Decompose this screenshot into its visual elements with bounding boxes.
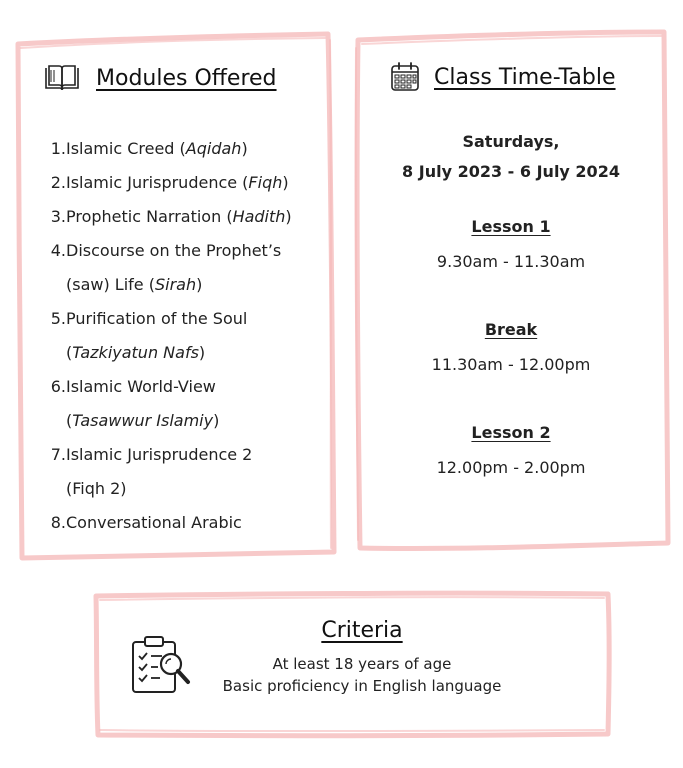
module-item [48,302,333,336]
criteria-title: Criteria [321,618,403,643]
module-number: 4. [50,241,66,260]
module-number [48,472,66,506]
lesson1-time: 9.30am - 11.30am [436,252,586,271]
break-time: 11.30am - 12.00pm [431,355,591,374]
module-label: Discourse on the Prophet’s [66,241,282,260]
module-label: Islamic Creed (Aqidah) [66,139,248,158]
module-item [48,200,333,234]
module-label: Prophetic Narration (Hadith) [66,207,292,226]
timetable-title: Class Time-Table [434,64,616,90]
criteria-card [92,590,612,738]
module-item [48,234,333,268]
criteria-age: At least 18 years of age [272,655,452,673]
module-number: 1. [50,139,66,158]
lesson1-label: Lesson 1 [471,217,551,236]
module-item [48,370,333,404]
timetable-card [352,28,670,551]
module-item [48,132,333,166]
schedule-date-range: 8 July 2023 - 6 July 2024 [402,162,620,181]
module-label: Islamic World-View [66,377,216,396]
module-item [48,404,333,438]
module-item [48,166,333,200]
module-item [48,268,333,302]
modules-header [44,64,277,92]
module-number: 7. [50,445,66,464]
module-number: 5. [50,309,66,328]
module-item [48,336,333,370]
module-label: (Tasawwur Islamiy) [66,411,220,430]
module-label: Purification of the Soul [66,309,248,328]
module-number [48,336,66,370]
module-number: 8. [50,513,66,532]
schedule-day: Saturdays, [462,132,560,151]
module-item [48,438,333,472]
module-item [48,506,333,540]
timetable-header [390,62,616,92]
module-label: Conversational Arabic [66,513,242,532]
module-number: 3. [50,207,66,226]
module-number: 6. [50,377,66,396]
module-label: (Tazkiyatun Nafs) [66,343,206,362]
module-number: 2. [50,173,66,192]
book-icon [44,64,80,92]
module-label: (Fiqh 2) [66,479,127,498]
module-number [48,268,66,302]
module-number [48,404,66,438]
lesson2-label: Lesson 2 [471,423,551,442]
modules-title: Modules Offered [96,65,277,91]
module-label: Islamic Jurisprudence (Fiqh) [66,173,289,192]
module-label: (saw) Life (Sirah) [66,275,203,294]
calendar-icon [390,62,420,92]
modules-list [48,132,333,540]
modules-card [14,30,336,560]
lesson2-time: 12.00pm - 2.00pm [436,458,586,477]
break-label: Break [484,320,538,339]
module-label: Islamic Jurisprudence 2 [66,445,253,464]
criteria-english: Basic proficiency in English language [222,677,502,695]
module-item [48,472,333,506]
